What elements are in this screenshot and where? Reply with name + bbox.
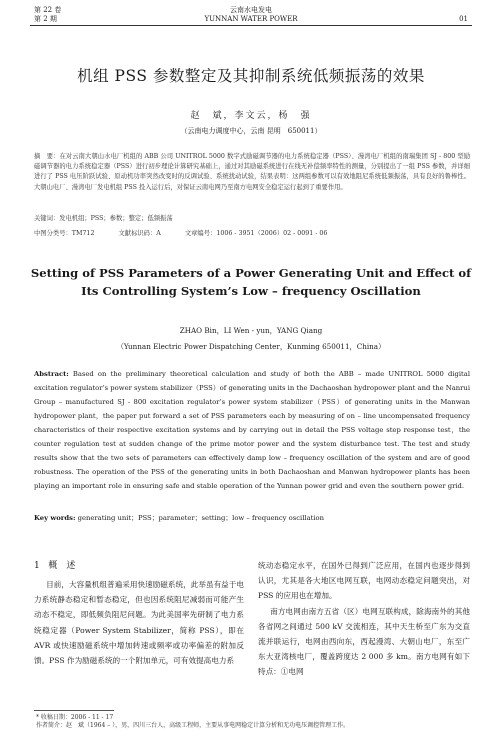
author-bio: 作者简介：赵 斌（1964 – ），男，四川三台人，高级工程师，主要从事电网稳定计算分析和无功电压调控管理工作。: [36, 722, 350, 729]
header-rule: [30, 25, 472, 26]
paper-title-en: [20, 264, 482, 300]
abstract-zh: 摘 要：在对云南大朝山水电厂机组的 ABB 公司 UNITROL 5000 数字式励磁调节器的电力系统稳定器（PSS）、漫湾电厂机组的南瑞集团 SJ - 800 型励磁调节器的电力系统稳定器（PSS）进行初步理论计算研究基础上，通过对其励磁系统进行在线无补偿频率特性的测量，分别提出了一组 PSS 参数，并详细进行了 PSS 电压阶跃试验、原动机功率突然改变时的反调试验、系统扰动试验，结果表明：这两组参数可以有效地阻尼系统低频振荡，具有良好的鲁棒性。大朝山电厂、漫湾电厂发电机组 PSS 投入运行后，对保证云南电网乃至南方电网安全稳定运行起到了重要作用。: [34, 153, 470, 191]
footnote-rule: [34, 710, 114, 711]
section-number: 1: [34, 561, 40, 571]
keywords-label: Key words:: [34, 514, 76, 522]
running-header-center: [0, 6, 502, 24]
authors-zh: 赵 斌，李文云，杨 强: [190, 111, 312, 121]
journal-name-zh: 云南水电发电: [230, 6, 272, 14]
volume: 第 22 卷: [34, 6, 62, 14]
paper-title-en-line1: Setting of PSS Parameters of a Power Generating Unit and Effect of: [30, 266, 472, 280]
section-title: 概 述: [48, 561, 76, 571]
abstract-en-text: Based on the preliminary theoretical calculation and study of both the ABB – made UNITROL 5000 digital excitation regulator’s power system stabilizer（PSS）of generating units in the Dachaoshan hydropower plant and the Nanrui Group – manufactured SJ - 800 excitation regulator’s power system stabilizer（PSS）of generating units in the Manwan hydropower plant，the paper put forward a set of PSS parameters each by measuring of on – line uncompensated frequency characteristics of their respective excitation systems and by carrying out in detail the PSS voltage step response test，the counter regulation test at sudden change of the prime motor power and the system disturbance test. The test and study results show that the two sets of parameters can effectively damp low – frequency oscillation of the system and are of good robustness. The operation of the PSS of the generating units in both Dachaoshan and Manwan hydropower plants has been playing an important role in ensuring safe and stable operation of the Yunnan power grid and even the southern power grid.: [34, 370, 470, 490]
classification-line: [34, 228, 349, 237]
authors-en: ZHAO Bin，LI Wen - yun，YANG Qiang: [179, 326, 323, 335]
keywords-en: [34, 512, 470, 522]
paper-title-zh: 机组 PSS 参数整定及其抑制系统低频振荡的效果: [77, 67, 425, 85]
footnote: [36, 714, 349, 730]
issue: 第 2 期: [34, 15, 57, 23]
article-number: 文章编号：1006 - 3951（2006）02 - 0091 - 06: [184, 230, 328, 237]
body-right-column: [258, 558, 470, 680]
body-right-para-1: 统动态稳定水平，在国外已得到广泛应用，在国内也逐步得到认识，尤其是各大地区电网互联，电网动态稳定问题突出，对 PSS 的应用也在增加。: [258, 561, 470, 601]
document-code: 文献标识码：A: [118, 230, 161, 237]
clc-number: 中图分类号：TM712: [34, 230, 95, 237]
journal-name-en: YUNNAN WATER POWER: [204, 15, 298, 23]
section-heading: [34, 558, 75, 571]
abstract-en: [34, 367, 470, 493]
affiliation-en: （Yunnan Electric Power Dispatching Center，Kunming 650011，China）: [116, 342, 386, 351]
keywords-en-text: generating unit；PSS；parameter；setting；low – frequency oscillation: [75, 514, 325, 522]
keywords-zh: 关键词：发电机组；PSS；参数；整定；低频振荡: [34, 215, 173, 222]
page-number: 01: [459, 15, 468, 23]
body-right-para-2: 南方电网由南方五省（区）电网互联构成，除海南外的其他各省网之间通过 500 kV 交流相连，其中天生桥至广东为交直流并联运行，电网由西向东，西起漫湾、大朝山电厂，东至广东大亚湾核电厂，覆盖跨度达 2 000 多 km。南方电网有如下特点：①电网: [258, 606, 470, 677]
received-date: * 收稿日期：2006 - 11 - 17: [36, 714, 114, 721]
paper-title-en-line2: Its Controlling System’s Low – frequency Oscillation: [81, 284, 421, 298]
abstract-label: Abstract:: [34, 370, 69, 378]
body-left-column: 目前，大容量机组普遍采用快速励磁系统，此举虽有益于电力系统静态稳定和暂态稳定，但也因系统阻尼减弱而可能产生动态不稳定，即低频负阻尼问题。为此美国率先研制了电力系统稳定器（Power System Stabilizer，简称 PSS），即在 AVR 或快速励磁系统中增加转速或频率或功率偏差的附加反馈。PSS 作为励磁系统的一个附加单元，可有效提高电力系: [34, 580, 244, 666]
affiliation-zh: （云南电力调度中心，云南 昆明 650011）: [180, 127, 322, 135]
